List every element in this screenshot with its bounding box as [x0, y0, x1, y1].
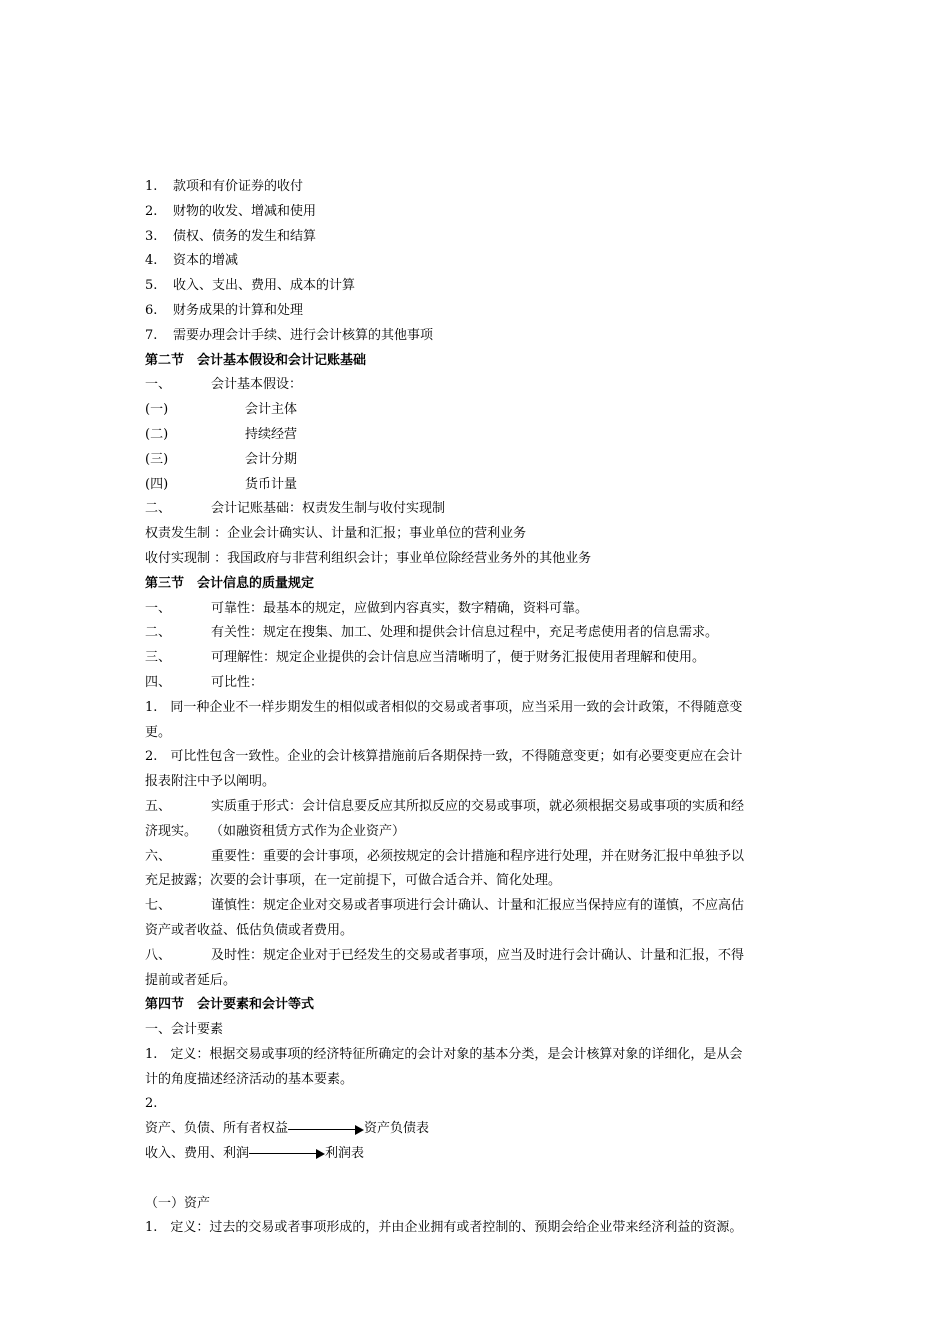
assumption-item: (一) 会计主体 — [145, 402, 298, 418]
mapping-target: 利润表 — [325, 1146, 365, 1162]
definition-line: 1. 定义：过去的交易或者事项形成的，并由企业拥有或者控制的、预期会给企业带来经济利益的资源。 — [145, 1220, 743, 1236]
list-item: 4. 资本的增减 — [145, 253, 239, 269]
section-heading: 第四节 会计要素和会计等式 — [145, 997, 315, 1013]
spacer — [145, 1167, 810, 1192]
quality-item: 二、 有关性：规定在搜集、加工、处理和提供会计信息过程中，充足考虑使用者的信息需求。 — [145, 625, 719, 641]
section-heading: 第三节 会计信息的质量规定 — [145, 575, 315, 591]
arrow-right-icon — [288, 1125, 364, 1135]
list-item: 7. 需要办理会计手续、进行会计核算的其他事项 — [145, 327, 434, 343]
quality-item: 五、 实质重于形式：会计信息要反应其所拟反应的交易或事项，就必须根据交易或事项的实质和经 — [145, 798, 745, 814]
quality-item-cont: 充足披露；次要的会计事项，在一定前提下，可做合适合并、简化处理。 — [145, 873, 562, 889]
definition-line: 1. 定义：根据交易或事项的经济特征所确定的会计对象的基本分类，是会计核算对象的详细化，是从会 — [145, 1046, 743, 1062]
mapping-source: 收入、费用、利润 — [145, 1146, 250, 1162]
quality-item: 六、 重要性：重要的会计事项，必须按规定的会计措施和程序进行处理，并在财务汇报中单独予以 — [145, 848, 745, 864]
quality-item: 八、 及时性：规定企业对于已经发生的交易或者事项，应当及时进行会计确认、计量和汇报，不得 — [145, 947, 745, 963]
subsection-heading: （一）资产 — [145, 1195, 211, 1211]
list-item: 6. 财务成果的计算和处理 — [145, 302, 304, 318]
comparability-point: 1. 同一种企业不一样步期发生的相似或者相似的交易或者事项，应当采用一致的会计政策，不得随意变 — [145, 699, 743, 715]
list-item: 5. 收入、支出、费用、成本的计算 — [145, 278, 356, 294]
section-item: 二、 会计记账基础：权责发生制与收付实现制 — [145, 501, 446, 517]
section-heading: 第二节 会计基本假设和会计记账基础 — [145, 352, 367, 368]
mapping-source: 资产、负债、所有者权益 — [145, 1121, 289, 1137]
cash-basis-line: 收付实现制 ：我国政府与非营利组织会计；事业单位除经营业务外的其他业务 — [145, 550, 592, 566]
list-item: 1. 款项和有价证券的收付 — [145, 179, 304, 194]
mapping-row — [145, 1117, 810, 1142]
list-number: 2. — [145, 1096, 158, 1112]
comparability-point-cont: 更。 — [145, 724, 172, 740]
arrow-right-icon — [249, 1149, 325, 1159]
assumption-item: (四) 货币计量 — [145, 476, 298, 492]
quality-item-cont: 提前或者延后。 — [145, 972, 237, 988]
list-item: 3. 债权、债务的发生和结算 — [145, 228, 317, 244]
document-body — [145, 175, 810, 1241]
mapping-row — [145, 1142, 810, 1167]
section-item: 一、 会计基本假设： — [145, 377, 303, 393]
subsection-heading: 一、会计要素 — [145, 1022, 224, 1038]
quality-item: 三、 可理解性：规定企业提供的会计信息应当清晰明了，便于财务汇报使用者理解和使用。 — [145, 650, 706, 666]
quality-item: 一、 可靠性：最基本的规定，应做到内容真实，数字精确，资料可靠。 — [145, 600, 589, 616]
assumption-item: (二) 持续经营 — [145, 426, 298, 442]
list-item: 2. 财物的收发、增减和使用 — [145, 203, 317, 219]
quality-item-cont: 济现实。 （如融资租赁方式作为企业资产） — [145, 823, 406, 839]
quality-item: 四、 可比性： — [145, 674, 264, 690]
assumption-item: (三) 会计分期 — [145, 451, 298, 467]
quality-item: 七、 谨慎性：规定企业对交易或者事项进行会计确认、计量和汇报应当保持应有的谨慎，不应高估 — [145, 898, 745, 914]
mapping-target: 资产负债表 — [364, 1121, 430, 1137]
comparability-point-cont: 报表附注中予以阐明。 — [145, 774, 276, 790]
quality-item-cont: 资产或者收益、低估负债或者费用。 — [145, 922, 354, 938]
accrual-basis-line: 权责发生制 ：企业会计确实认、计量和汇报；事业单位的营利业务 — [145, 526, 527, 542]
definition-line-cont: 计的角度描述经济活动的基本要素。 — [145, 1071, 354, 1087]
comparability-point: 2. 可比性包含一致性。企业的会计核算措施前后各期保持一致，不得随意变更；如有必要变更应在会计 — [145, 749, 743, 765]
